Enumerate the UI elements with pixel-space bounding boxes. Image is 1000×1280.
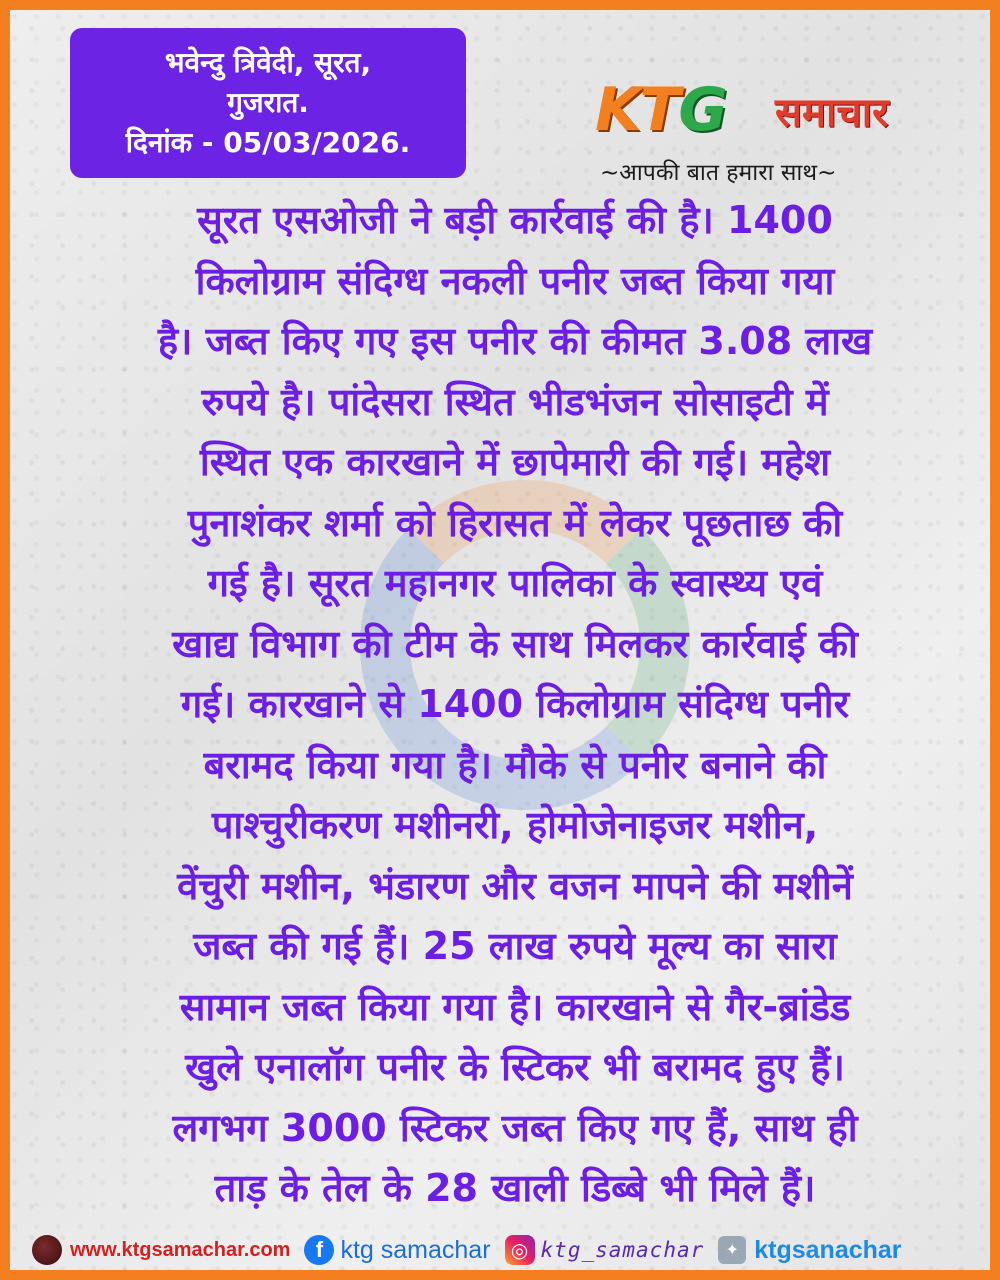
byline-box	[70, 28, 466, 178]
article-line: पाश्चुरीकरण मशीनरी, होमोजेनाइजर मशीन,	[211, 803, 819, 847]
facebook-icon: f	[304, 1235, 334, 1265]
byline-date: दिनांक - 05/03/2026.	[125, 126, 411, 159]
article-line: किलोग्राम संदिग्ध नकली पनीर जब्त किया गया	[195, 258, 835, 303]
article-line: रुपये है। पांदेसरा स्थित भीडभंजन सोसाइटी में	[201, 379, 829, 424]
article-line: स्थित एक कारखाने में छापेमारी की गई। महेश	[199, 440, 831, 484]
ktg-samachar-logo	[595, 75, 965, 155]
twitter-icon: ✦	[718, 1236, 746, 1264]
article-line: सूरत एसओजी ने बड़ी कार्रवाई की है। 1400	[197, 198, 833, 242]
facebook-label: ktg samachar	[340, 1235, 491, 1264]
logo-tagline: ~आपकी बात हमारा साथ~	[600, 160, 837, 186]
logo-samachar: समाचार	[775, 90, 889, 136]
article-line: पुनाशंकर शर्मा को हिरासत में लेकर पूछताछ की	[187, 500, 843, 545]
instagram-icon: ◎	[505, 1235, 535, 1265]
article-line: खाद्य विभाग की टीम के साथ मिलकर कार्रवाई की	[172, 621, 858, 666]
byline-author: भवेन्दु त्रिवेदी, सूरत,	[164, 46, 372, 79]
byline-place: गुजरात.	[227, 86, 309, 119]
twitter-label: ktgsanachar	[754, 1235, 902, 1264]
news-article	[50, 190, 980, 1220]
website-label: www.ktgsamachar.com	[70, 1238, 291, 1261]
facebook-link[interactable]	[304, 1235, 490, 1265]
twitter-link[interactable]	[718, 1236, 901, 1265]
article-line: ताड़ के तेल के 28 खाली डिब्बे भी मिले हैं।	[214, 1166, 816, 1210]
logo-brand: KTG	[595, 75, 726, 145]
article-line: वेंचुरी मशीन, भंडारण और वजन मापने की मशीनें	[177, 863, 853, 908]
instagram-link[interactable]	[505, 1235, 705, 1265]
footer-social-bar	[20, 1220, 1000, 1280]
article-line: है। जब्त किए गए इस पनीर की कीमत 3.08 लाख	[157, 319, 873, 363]
article-line: गई। कारखाने से 1400 किलोग्राम संदिग्ध पनीर	[180, 682, 850, 726]
website-link[interactable]	[20, 1235, 290, 1265]
instagram-label: ktg_samachar	[540, 1238, 705, 1262]
article-line: खुले एनालॉग पनीर के स्टिकर भी बरामद हुए हैं।	[185, 1045, 845, 1089]
article-line: लगभग 3000 स्टिकर जब्त किए गए हैं, साथ ही	[172, 1105, 858, 1150]
article-line: गई है। सूरत महानगर पालिका के स्वास्थ्य एवं	[207, 561, 823, 605]
article-line: सामान जब्त किया गया है। कारखाने से गैर-ब्रांडेड	[179, 984, 851, 1029]
article-line: जब्त की गई हैं। 25 लाख रुपये मूल्य का सारा	[193, 924, 837, 968]
globe-icon	[32, 1235, 62, 1265]
article-line: बरामद किया गया है। मौके से पनीर बनाने की	[203, 742, 827, 787]
